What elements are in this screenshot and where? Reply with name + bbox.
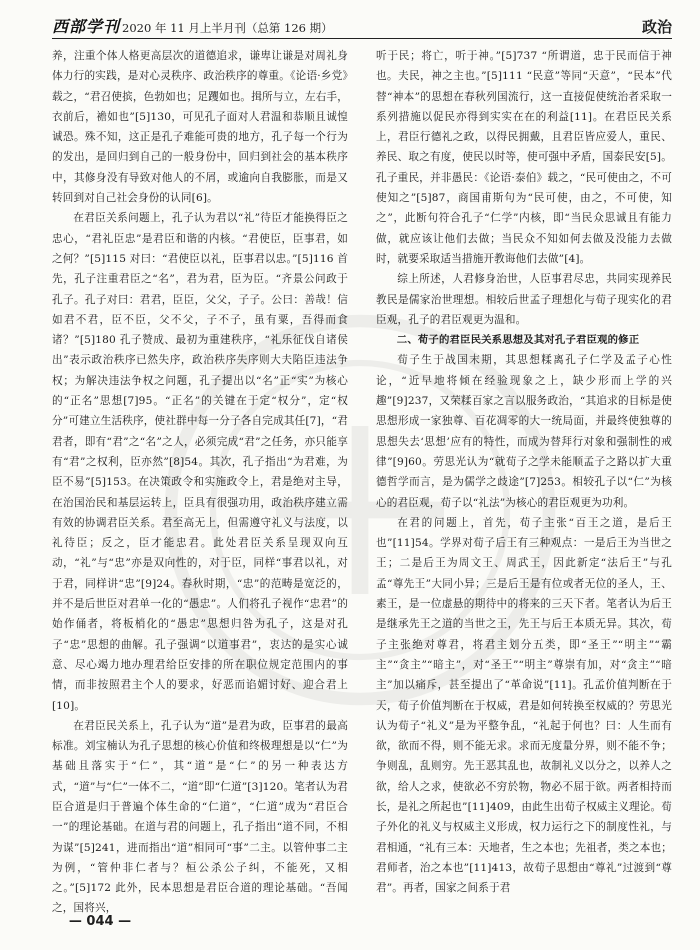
paragraph: 听于民；将亡，听于神。”[5]737 “所谓道，忠于民而信于神也。夫民，神之主也。”[5]111 “民意”等同“天意”，“民本”代替“神本”的思想在春秋列国流行，这一直接促使统治者采取一系列措施以促民亦得到实实在在的利益[11]。在君臣民关系上，君臣行德礼之政，以得民拥戴，且君臣皆应爱人，重民、养民、取之有度，使民以时等，使可强中矛盾，国泰民安[5]。孔子重民，并非愚民：《论语·泰伯》载之，“民可使由之，不可使知之”[5]87，商国甫斯句为“民可使，由之，不可使，知之”，此断句符合孔子“仁学”内核，即“当民众思诚且有能力做，就应该让他们去做；当民众不知如何去做及没能力去做时，就要采取适当措施开教诲他们去做”[4]。 [376, 50, 672, 265]
journal-logo: 西部学刊 [52, 17, 121, 36]
paragraph: 综上所述，人君修身治世，人臣事君尽忠，共同实现养民教民是儒家治世理想。相较后世孟子理想化与荀子现实化的君臣观，孔子的君臣观更为温和。 [376, 273, 672, 326]
section-heading: 二、荀子的君臣民关系思想及其对孔子君臣观的修正 [396, 334, 640, 347]
issue-info: 2020 年 11 月上半月刊（总第 126 期） [122, 21, 333, 35]
paragraph: 在君臣关系问题上，孔子认为君以“礼”待臣才能换得臣之忠心，“君礼臣忠”是君臣和谐的内核。“君使臣，臣事君，如之何？”[5]115 对曰：“君使臣以礼，臣事君以忠。”[5]116 首先，孔子注重君臣之“名”，君为君，臣为臣。“齐景公问政于孔子。孔子对曰：君君，臣臣，父父，子子。公曰：善哉！信如君不君，臣不臣，父不父，子不子，虽有粟，吾得而食诸？”[5]180 孔子赞成、最初为重建秩序，“礼乐征伐自诸侯出”表示政治秩序已然失序，政治秩序失序则大夫陷臣违法争权；为解决违法争权之问题，孔子提出以“名”正“实”为核心的“正名”思想[7]95。“正名”的关键在于定“权分”，定“权分”可建立生活秩序，使社群中每一分子各自完成其任[7]，“君君者，即有“君”之“名”之人，必须完成“君”之任务，亦只能享有“君”之权利，臣亦然”[8]54。其次，孔子指出“为君难，为臣不易”[5]153。在决策政令和实施政令上，君是绝对主导，在治国治民和基层运转上，臣具有很强功用，政治秩序建立需有效的协调君臣关系。君至高无上，但需遵守礼义与法度，以礼待臣；反之，臣才能忠君。此处君臣关系呈现双向互动，“礼”与“忠”亦是双向性的，对于臣，同样“事君以礼，对于君，同样讲“忠”[9]24。春秋时期，“忠”的范畴是宽泛的，并不是后世臣对君单一化的“愚忠”。人们将孔子视作“忠君”的始作俑者，将板梢化的“愚忠”思想归咎为孔子，这是对孔子“忠”思想的曲解。孔子强调“以道事君”，衷达的是实心诚意、尽心竭力地办理君给臣安排的所在职位规定范围内的事情，而非按照君主个人的要求，好恶而谄媚讨好、迎合君上[10]。 [52, 212, 348, 712]
paragraph: 在君臣民关系上，孔子认为“道”是君为政，臣事君的最高标准。刘宝楠认为孔子思想的核心价值和终极理想是以“仁”为基础且落实于“仁”，其“道”是“仁”的另一种表达方式，“道”与“仁”一体不二，“道”即“仁道”[3]120。笔者认为君臣合道是归于普遍个体生命的“仁道”，“仁道”成为“君臣合一”的理论基础。在道与君的问题上，孔子指出“道不同，不相为谋”[5]241，进而指出“道”相同可“事”二主。以管仲事二主为例，“管仲非仁者与？桓公杀公子纠，不能死，又相之。”[5]172 此外，民本思想是君臣合道的理论基础。“吾闻之，国将兴， [52, 719, 348, 915]
paragraph: 在君的问题上，首先，荀子主张“百王之道，是后王也”[11]54。学界对荀子后王有三种观点：一是后王为当世之王；二是后王为周文王、周武王，因此新定“法后王”与孔孟“尊先王”大同小异；三是后王是有位或者无位的圣人，王、素王，是一位虚悬的期待中的将来的三天下者。笔者认为后王是继承先王之道的当世之王，先王与后王本质无异。其次，荀子主张绝对尊君，将君主划分五类，即“圣王”“明主”“霸主”“贪主”“暗主”，对“圣王”“明主”尊崇有加，对“贪主”“暗主”加以痛斥，甚至提出了“革命说”[11]。孔孟价值判断在于天，荀子价值判断在于权威，君是如何转换至权威的？劳思光认为荀子“礼义”是为平整争乱，“礼起于何也？曰：人生而有欲，欲而不得，则不能无求。求而无度量分界，则不能不争；争则乱，乱则穷。先王恶其乱也，故制礼义以分之，以养人之欲，给人之求，使欲必不穷於物，物必不屈于欲。两者相持而长，是礼之所起也”[11]409，由此生出荀子权威主义理论。荀子外化的礼义与权威主义形成，权力运行之下的制度性礼，与君相通，“礼有三本：天地者，生之本也；先祖者，类之本也；君师者，治之本也”[11]413，故荀子思想由“尊礼”过渡到“尊君”。再者，国家之间系于君 [376, 516, 672, 895]
page-number: — 044 — [68, 914, 132, 929]
right-column [376, 46, 672, 898]
page-header [52, 14, 672, 36]
header-divider [52, 38, 672, 39]
left-column [52, 46, 348, 919]
section-title: 政治 [641, 18, 672, 36]
paragraph: 养，注重个体人格更高层次的道德追求，谦卑让谦是对周礼身体力行的实践，是对心灵秩序、政治秩序的尊重。《论语·乡党》载之，“君召使摈，色勃如也；足躩如也。揖所与立，左右手，衣前后，襜如也”[5]130，可见孔子面对人君温和恭顺且诚惶诚恐。殊不知，这正是孔子难能可贵的地方，孔子每一个行为的发出，是回归到自己的一般身份中，回归到社会的基本秩序中，其修身没有导致对他人的不屑，或逾向自我膨胀，而是又转回到对自己社会身份的认同[6]。 [52, 50, 348, 205]
paragraph: 荀子生于战国末期，其思想糅离孔子仁学及孟子心性论，“近早地将倾在经验现象之上，缺少形而上学的兴趣”[9]237，又荣糅百家之言以服务政治，“其追求的目标是使思想形成一家独尊、百花凋零的大一统局面，并最终使独尊的思想失去‘思想’应有的特性，而成为替拜行对象和强制性的戒律”[9]60。劳思光认为“就荀子之学未能顺孟子之路以扩大重德哲学而言，是为儒学之歧途”[7]253。相较孔子以“仁”为核心的君臣观，荀子以“礼法”为核心的君臣观更为功利。 [376, 354, 672, 509]
